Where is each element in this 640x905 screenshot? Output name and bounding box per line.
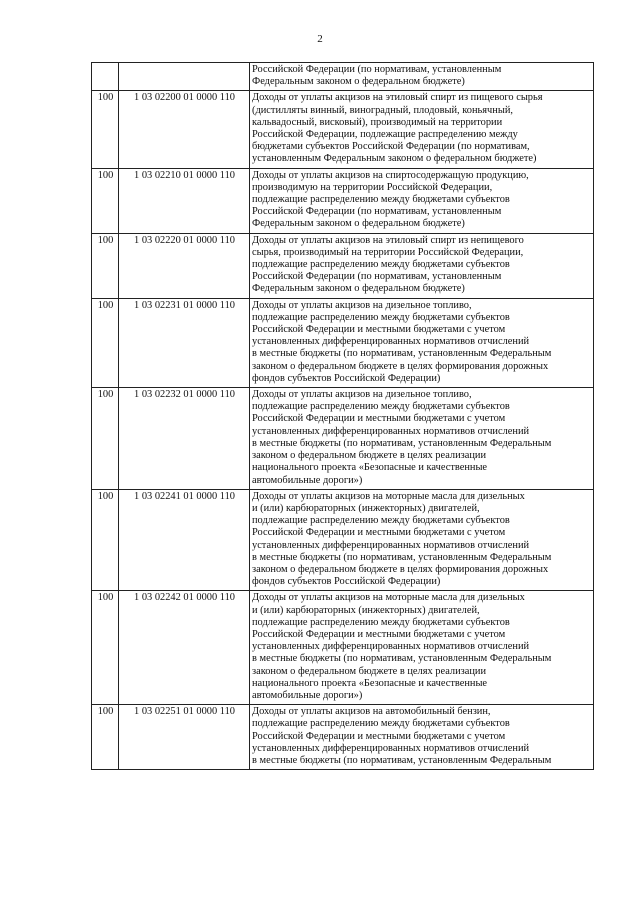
budget-classification-code-cell: 1 03 02242 01 0000 110 bbox=[119, 591, 250, 705]
revenue-description-cell bbox=[250, 168, 594, 233]
description-line: законом о федеральном бюджете в целях формирования дорожных bbox=[252, 563, 549, 575]
description-line: автомобильные дороги») bbox=[252, 689, 363, 701]
description-line: Российской Федерации и местными бюджетами с учетом bbox=[252, 628, 506, 640]
budget-classification-code-cell: 1 03 02231 01 0000 110 bbox=[119, 298, 250, 387]
description-line: национального проекта «Безопасные и качественные bbox=[252, 677, 488, 689]
description-line: установленных дифференцированных нормативов отчислений bbox=[252, 742, 530, 754]
table-row bbox=[92, 705, 594, 770]
description-line: Федеральным законом о федеральном бюджете) bbox=[252, 218, 465, 230]
revenue-description-cell bbox=[250, 705, 594, 770]
revenue-description-cell bbox=[250, 591, 594, 705]
description-line: Российской Федерации, подлежащие распределению между bbox=[252, 129, 518, 141]
description-line: в местные бюджеты (по нормативам, установленным Федеральным bbox=[252, 754, 552, 766]
description-line: Российской Федерации и местными бюджетами с учетом bbox=[252, 730, 506, 742]
budget-classification-code-cell: 1 03 02251 01 0000 110 bbox=[119, 705, 250, 770]
admin-code-cell: 100 bbox=[92, 298, 119, 387]
description-line: сырья, производимый на территории Российской Федерации, bbox=[252, 246, 524, 258]
description-line: бюджетами субъектов Российской Федерации (по нормативам, bbox=[252, 141, 530, 153]
budget-classification-code-cell bbox=[119, 63, 250, 91]
description-line: в местные бюджеты (по нормативам, установленным Федеральным bbox=[252, 348, 552, 360]
description-line: в местные бюджеты (по нормативам, установленным Федеральным bbox=[252, 551, 552, 563]
revenue-description-cell bbox=[250, 388, 594, 490]
description-line: Доходы от уплаты акцизов на моторные масла для дизельных bbox=[252, 490, 525, 502]
description-line: Доходы от уплаты акцизов на этиловый спирт из непищевого bbox=[252, 234, 524, 246]
revenue-description-cell bbox=[250, 298, 594, 387]
description-line: производимую на территории Российской Федерации, bbox=[252, 181, 493, 193]
admin-code-cell: 100 bbox=[92, 705, 119, 770]
description-line: (дистилляты винный, виноградный, плодовый, коньячный, bbox=[252, 104, 513, 116]
table-row bbox=[92, 489, 594, 591]
description-line: автомобильные дороги») bbox=[252, 474, 363, 486]
description-line: установленным Федеральным законом о федеральном бюджете) bbox=[252, 153, 537, 165]
description-line: подлежащие распределению между бюджетами субъектов bbox=[252, 515, 510, 527]
description-line: Российской Федерации и местными бюджетами с учетом bbox=[252, 324, 506, 336]
description-line: и (или) карбюраторных (инжекторных) двигателей, bbox=[252, 502, 480, 514]
table-row bbox=[92, 298, 594, 387]
description-line: законом о федеральном бюджете в целях реализации bbox=[252, 450, 487, 462]
description-line: законом о федеральном бюджете в целях формирования дорожных bbox=[252, 360, 549, 372]
description-line: фондов субъектов Российской Федерации) bbox=[252, 576, 441, 588]
revenue-description-cell bbox=[250, 91, 594, 168]
table-body bbox=[92, 63, 594, 770]
description-line: Российской Федерации (по нормативам, установленным bbox=[252, 206, 502, 218]
description-line: Доходы от уплаты акцизов на дизельное топливо, bbox=[252, 389, 472, 401]
description-line: Федеральным законом о федеральном бюджете) bbox=[252, 283, 465, 295]
description-line: подлежащие распределению между бюджетами субъектов bbox=[252, 718, 510, 730]
description-line: подлежащие распределению между бюджетами субъектов bbox=[252, 401, 510, 413]
admin-code-cell: 100 bbox=[92, 591, 119, 705]
budget-classification-code-cell: 1 03 02241 01 0000 110 bbox=[119, 489, 250, 591]
table-row bbox=[92, 91, 594, 168]
description-line: в местные бюджеты (по нормативам, установленным Федеральным bbox=[252, 437, 552, 449]
description-line: установленных дифференцированных нормативов отчислений bbox=[252, 539, 530, 551]
admin-code-cell: 100 bbox=[92, 388, 119, 490]
budget-classification-code-cell: 1 03 02232 01 0000 110 bbox=[119, 388, 250, 490]
description-line: Доходы от уплаты акцизов на автомобильный бензин, bbox=[252, 706, 491, 718]
description-line: фондов субъектов Российской Федерации) bbox=[252, 372, 441, 384]
admin-code-cell: 100 bbox=[92, 489, 119, 591]
description-line: кальвадосный, висковый), производимый на территории bbox=[252, 116, 503, 128]
budget-classification-code-cell: 1 03 02220 01 0000 110 bbox=[119, 233, 250, 298]
table-row bbox=[92, 388, 594, 490]
table-row bbox=[92, 591, 594, 705]
description-line: Доходы от уплаты акцизов на дизельное топливо, bbox=[252, 299, 472, 311]
description-line: Российской Федерации и местными бюджетами с учетом bbox=[252, 527, 506, 539]
table-row bbox=[92, 233, 594, 298]
admin-code-cell: 100 bbox=[92, 233, 119, 298]
revenue-codes-table bbox=[91, 62, 594, 770]
description-line: в местные бюджеты (по нормативам, установленным Федеральным bbox=[252, 653, 552, 665]
table-row bbox=[92, 168, 594, 233]
budget-classification-code-cell: 1 03 02210 01 0000 110 bbox=[119, 168, 250, 233]
description-line: и (или) карбюраторных (инжекторных) двигателей, bbox=[252, 604, 480, 616]
description-line: подлежащие распределению между бюджетами субъектов bbox=[252, 259, 510, 271]
admin-code-cell: 100 bbox=[92, 168, 119, 233]
admin-code-cell: 100 bbox=[92, 91, 119, 168]
description-line: подлежащие распределению между бюджетами субъектов bbox=[252, 194, 510, 206]
revenue-description-cell bbox=[250, 489, 594, 591]
budget-classification-code-cell: 1 03 02200 01 0000 110 bbox=[119, 91, 250, 168]
description-line: установленных дифференцированных нормативов отчислений bbox=[252, 425, 530, 437]
description-line: подлежащие распределению между бюджетами субъектов bbox=[252, 311, 510, 323]
admin-code-cell bbox=[92, 63, 119, 91]
table-row bbox=[92, 63, 594, 91]
description-line: установленных дифференцированных нормативов отчислений bbox=[252, 336, 530, 348]
description-line: Федеральным законом о федеральном бюджете) bbox=[252, 76, 465, 88]
description-line: установленных дифференцированных нормативов отчислений bbox=[252, 641, 530, 653]
description-line: Доходы от уплаты акцизов на спиртосодержащую продукцию, bbox=[252, 169, 529, 181]
description-line: Российской Федерации (по нормативам, установленным bbox=[252, 271, 502, 283]
description-line: подлежащие распределению между бюджетами субъектов bbox=[252, 616, 510, 628]
description-line: законом о федеральном бюджете в целях реализации bbox=[252, 665, 487, 677]
description-line: Российской Федерации и местными бюджетами с учетом bbox=[252, 413, 506, 425]
page-number: 2 bbox=[317, 33, 323, 45]
description-line: национального проекта «Безопасные и качественные bbox=[252, 462, 488, 474]
description-line: Доходы от уплаты акцизов на моторные масла для дизельных bbox=[252, 592, 525, 604]
revenue-description-cell bbox=[250, 233, 594, 298]
description-line: Доходы от уплаты акцизов на этиловый спирт из пищевого сырья bbox=[252, 92, 543, 104]
revenue-description-cell bbox=[250, 63, 594, 91]
description-line: Российской Федерации (по нормативам, установленным bbox=[252, 64, 502, 75]
